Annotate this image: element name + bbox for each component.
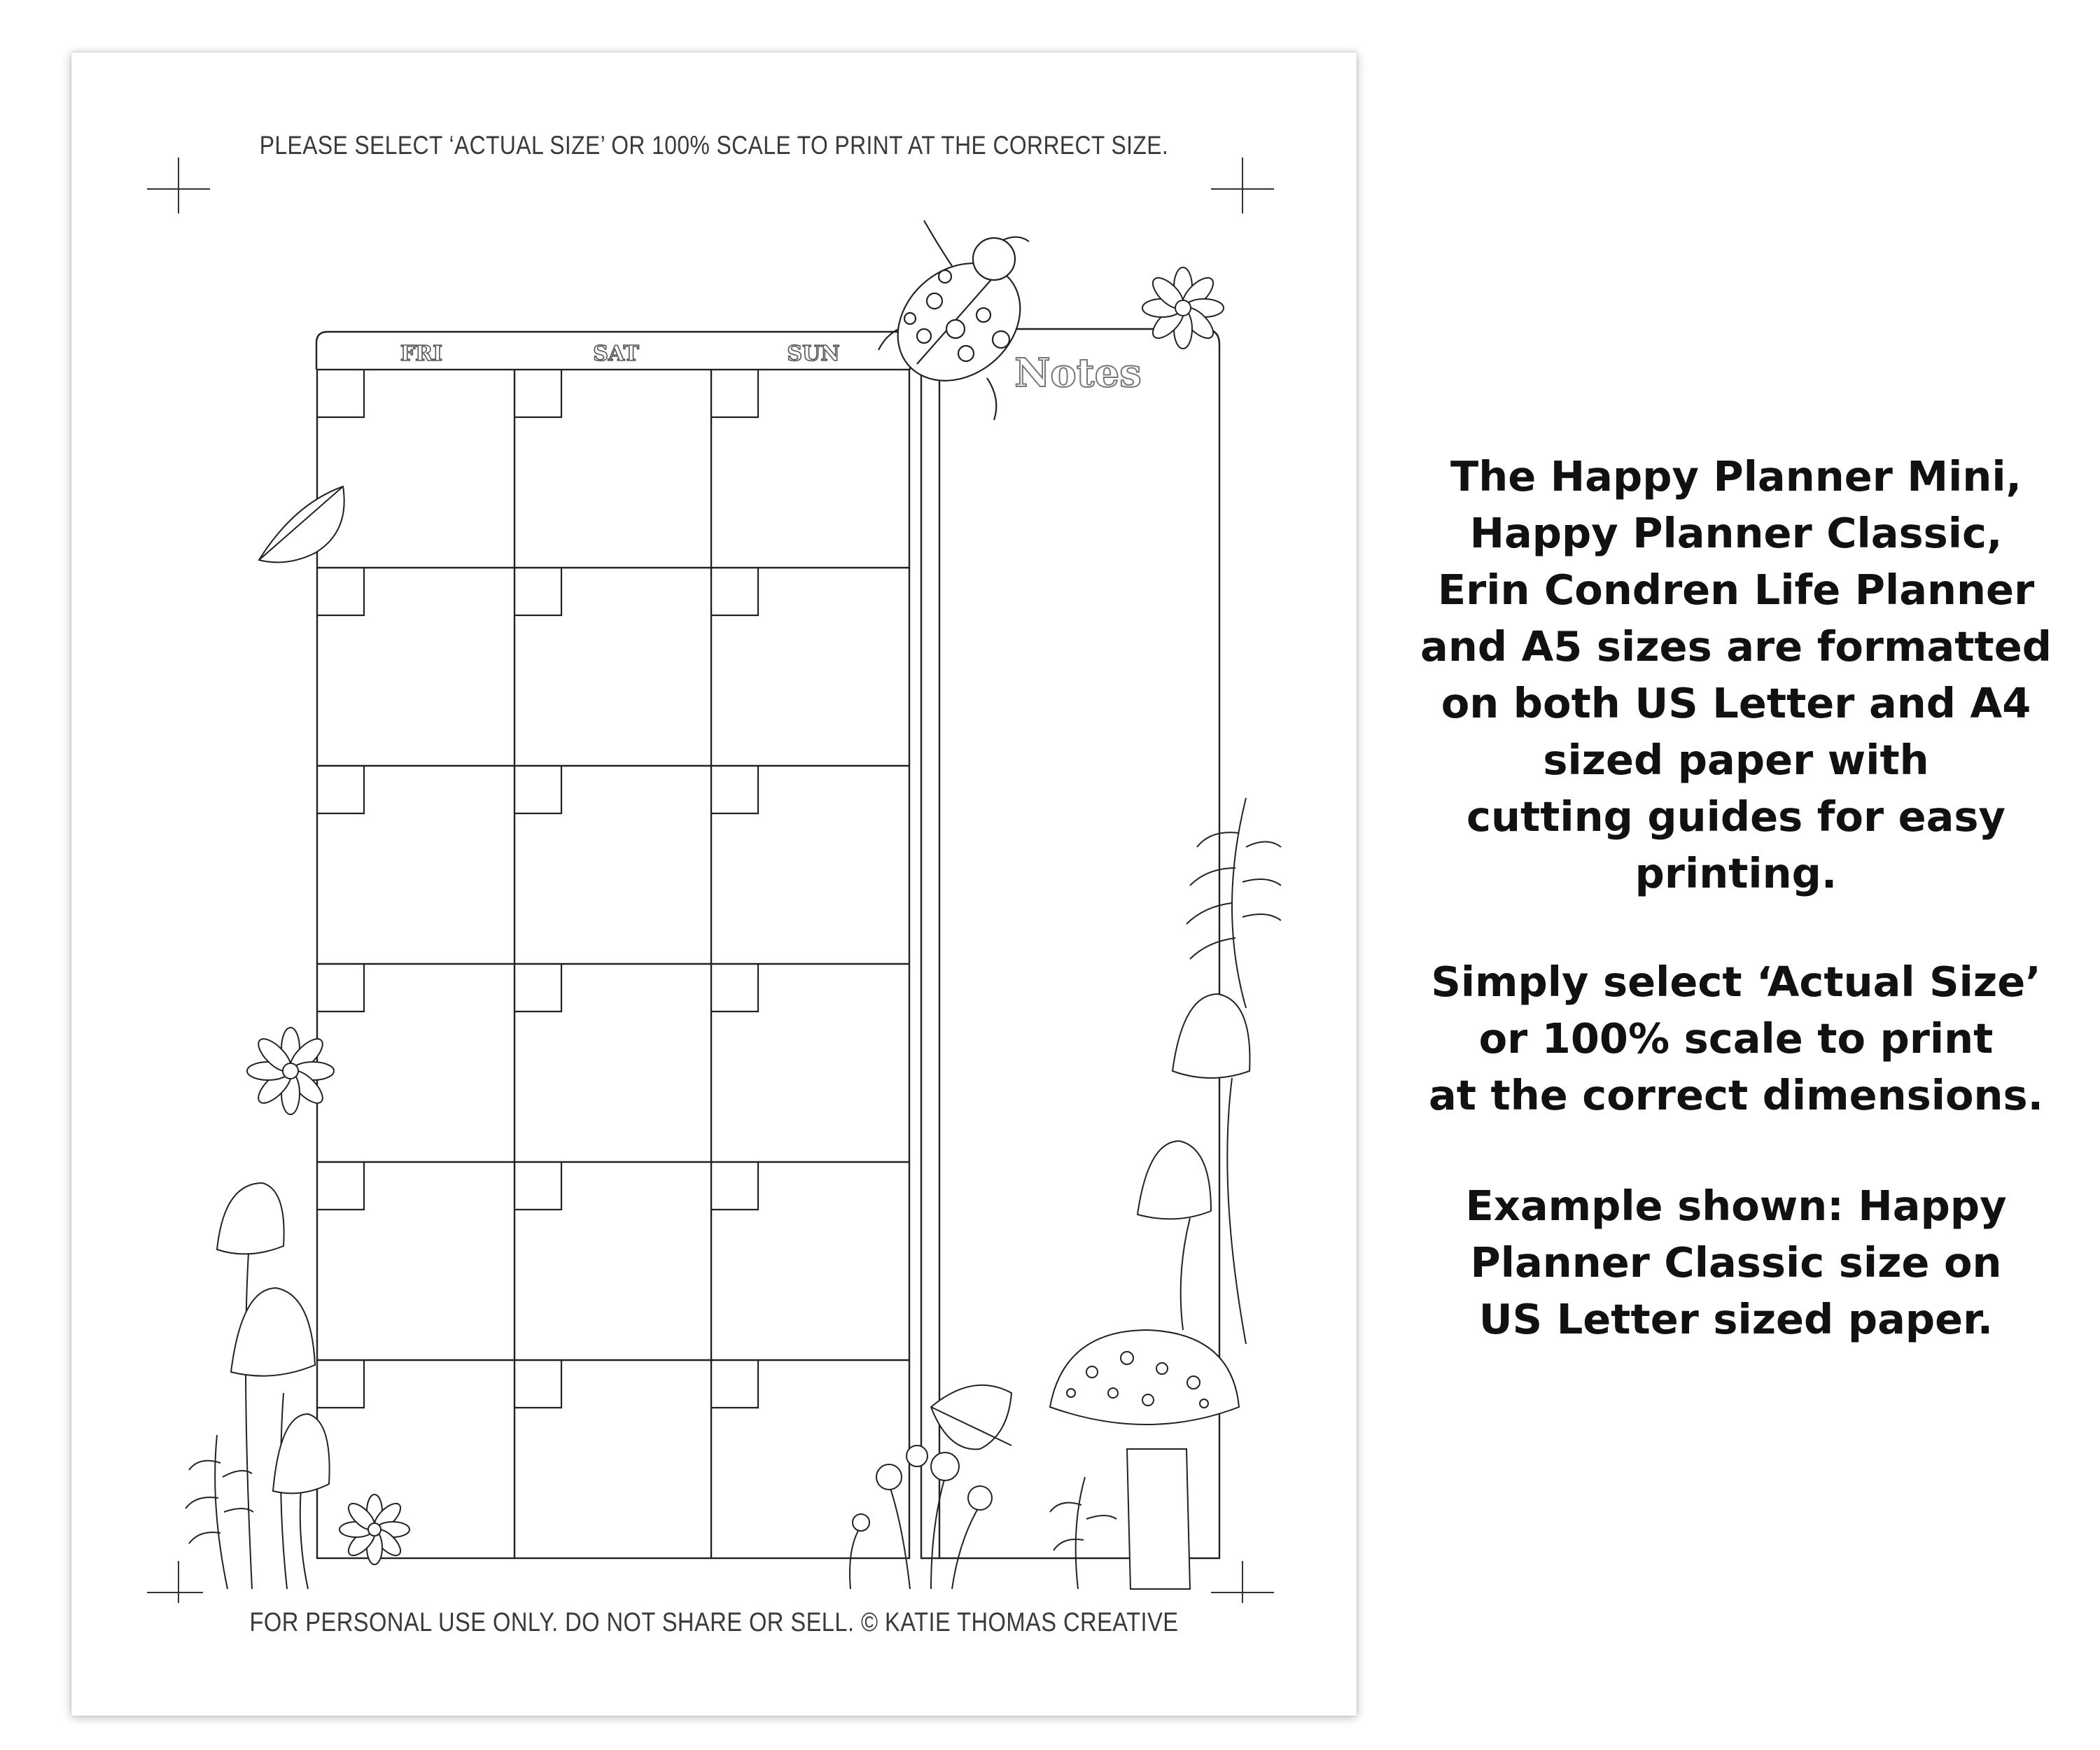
description-line: Planner Classic size on <box>1470 1238 2002 1287</box>
description-line: US Letter sized paper. <box>1478 1295 1994 1343</box>
day-label-sun: SUN <box>787 342 840 366</box>
leaf-icon <box>259 486 1011 1449</box>
copyright-footer: FOR PERSONAL USE ONLY. DO NOT SHARE OR SELL. © KATIE THOMAS CREATIVE <box>249 1608 1179 1637</box>
description-line: Erin Condren Life Planner <box>1437 566 2035 614</box>
description-line: at the correct dimensions. <box>1428 1071 2044 1119</box>
description-paragraph-3 <box>1407 1177 2065 1348</box>
description-line: Example shown: Happy <box>1465 1182 2007 1230</box>
print-instruction: PLEASE SELECT ‘ACTUAL SIZE’ OR 100% SCALE TO PRINT AT THE CORRECT SIZE. <box>259 131 1169 160</box>
description-line: The Happy Planner Mini, <box>1450 452 2022 500</box>
description-paragraph-2 <box>1407 953 2065 1124</box>
day-label-fri: FRI <box>400 342 443 366</box>
day-label-sat: SAT <box>593 342 639 366</box>
calendar-grid <box>316 332 910 1558</box>
fern-icon <box>186 798 1281 1589</box>
description-line: sized paper with <box>1543 736 1929 784</box>
description-line: cutting guides for easy <box>1466 792 2005 841</box>
description-line: Simply select ‘Actual Size’ <box>1431 958 2041 1006</box>
description-line: on both US Letter and A4 <box>1441 679 2031 727</box>
notes-title: Notes <box>1014 350 1142 396</box>
description-line: printing. <box>1634 849 1837 897</box>
description-line: or 100% scale to print <box>1478 1014 1994 1063</box>
description-line: Happy Planner Classic, <box>1469 509 2003 557</box>
description-line: and A5 sizes are formatted <box>1420 622 2052 671</box>
description-paragraph-1 <box>1407 448 2065 902</box>
date-boxes <box>317 370 758 1408</box>
